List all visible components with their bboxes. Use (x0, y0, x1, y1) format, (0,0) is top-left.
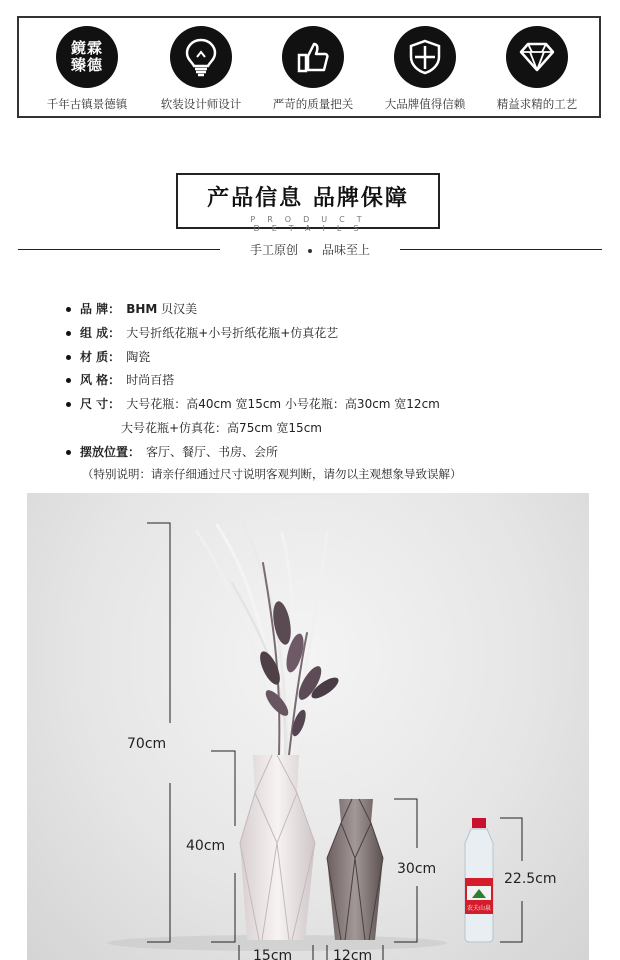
thumbs-up-icon (282, 26, 344, 88)
spec-key: 摆放位置： (80, 444, 141, 459)
brand-name: BHM (126, 302, 158, 316)
slogan-right: 品味至上 (322, 243, 371, 257)
slogan-left: 手工原创 (249, 243, 298, 257)
lightbulb-icon (170, 26, 232, 88)
feature-brand (369, 26, 481, 112)
spec-value: 大号花瓶：高40cm 宽15cm 小号花瓶：高30cm 宽12cm (126, 397, 440, 412)
spec-value: 客厅、餐厅、书房、会所 (146, 444, 279, 459)
spec-key: 尺 寸： (80, 397, 121, 412)
spec-value: 陶瓷 (126, 349, 151, 364)
diamond-icon (506, 26, 568, 88)
feature-label: 软装设计师设计 (160, 97, 242, 111)
spec-row-size (66, 396, 440, 420)
artificial-flowers (197, 523, 342, 755)
bullet (66, 331, 71, 336)
feature-label: 精益求精的工艺 (496, 97, 578, 111)
feature-jingdezhen (31, 26, 143, 112)
slogan-dot (308, 249, 312, 253)
dim-large-width: 15cm (253, 948, 293, 960)
dim-bottle-height: 22.5cm (504, 871, 557, 887)
spec-row-composition (66, 325, 440, 349)
spec-row-material (66, 349, 440, 373)
bullet (66, 450, 71, 455)
spec-row-size-continued (66, 420, 440, 444)
product-photo (27, 493, 589, 960)
feature-label: 大品牌值得信赖 (384, 97, 466, 111)
shield-icon (394, 26, 456, 88)
spec-list (66, 301, 440, 468)
spec-row-style (66, 372, 440, 396)
dim-small-height: 30cm (397, 861, 437, 877)
feature-quality (257, 26, 369, 112)
water-bottle (465, 818, 493, 942)
spec-key: 风 格： (80, 373, 121, 388)
feature-craft (481, 26, 593, 112)
slogan (0, 241, 620, 258)
section-title-box (176, 173, 440, 233)
dim-total-height: 70cm (127, 736, 167, 752)
feature-label: 千年古镇景德镇 (46, 97, 128, 111)
bullet (66, 307, 71, 312)
features-panel (17, 16, 601, 118)
dim-small-width: 12cm (333, 948, 373, 960)
bullet (66, 378, 71, 383)
spec-key: 材 质： (80, 349, 121, 364)
large-vase (240, 755, 315, 940)
spec-value: 时尚百搭 (126, 373, 175, 388)
feature-design (145, 26, 257, 112)
spec-key: 组 成： (80, 325, 121, 340)
seal-icon: 鏡霖 臻德 (56, 26, 118, 88)
spec-row-placement (66, 444, 440, 468)
spec-value: 大号花瓶+仿真花：高75cm 宽15cm (121, 420, 322, 435)
feature-label: 严苛的质量把关 (272, 97, 354, 111)
spec-value: 贝汉美 (157, 302, 198, 316)
section-subtitle: PRODUCT DETAILS (250, 215, 374, 233)
product-illustration (27, 493, 589, 960)
spec-row-brand (66, 301, 440, 325)
spec-key: 品 牌： (80, 302, 121, 316)
special-note: （特别说明：请亲仔细通过尺寸说明客观判断，请勿以主观想象导致误解） (82, 467, 462, 481)
spec-value: 大号折纸花瓶+小号折纸花瓶+仿真花艺 (126, 325, 339, 340)
dim-large-height: 40cm (186, 838, 226, 854)
section-title: 产品信息 品牌保障 (207, 185, 409, 211)
bottle-label: 农夫山泉 (466, 905, 492, 912)
bullet (66, 355, 71, 360)
bullet (66, 402, 71, 407)
small-vase (327, 799, 383, 940)
